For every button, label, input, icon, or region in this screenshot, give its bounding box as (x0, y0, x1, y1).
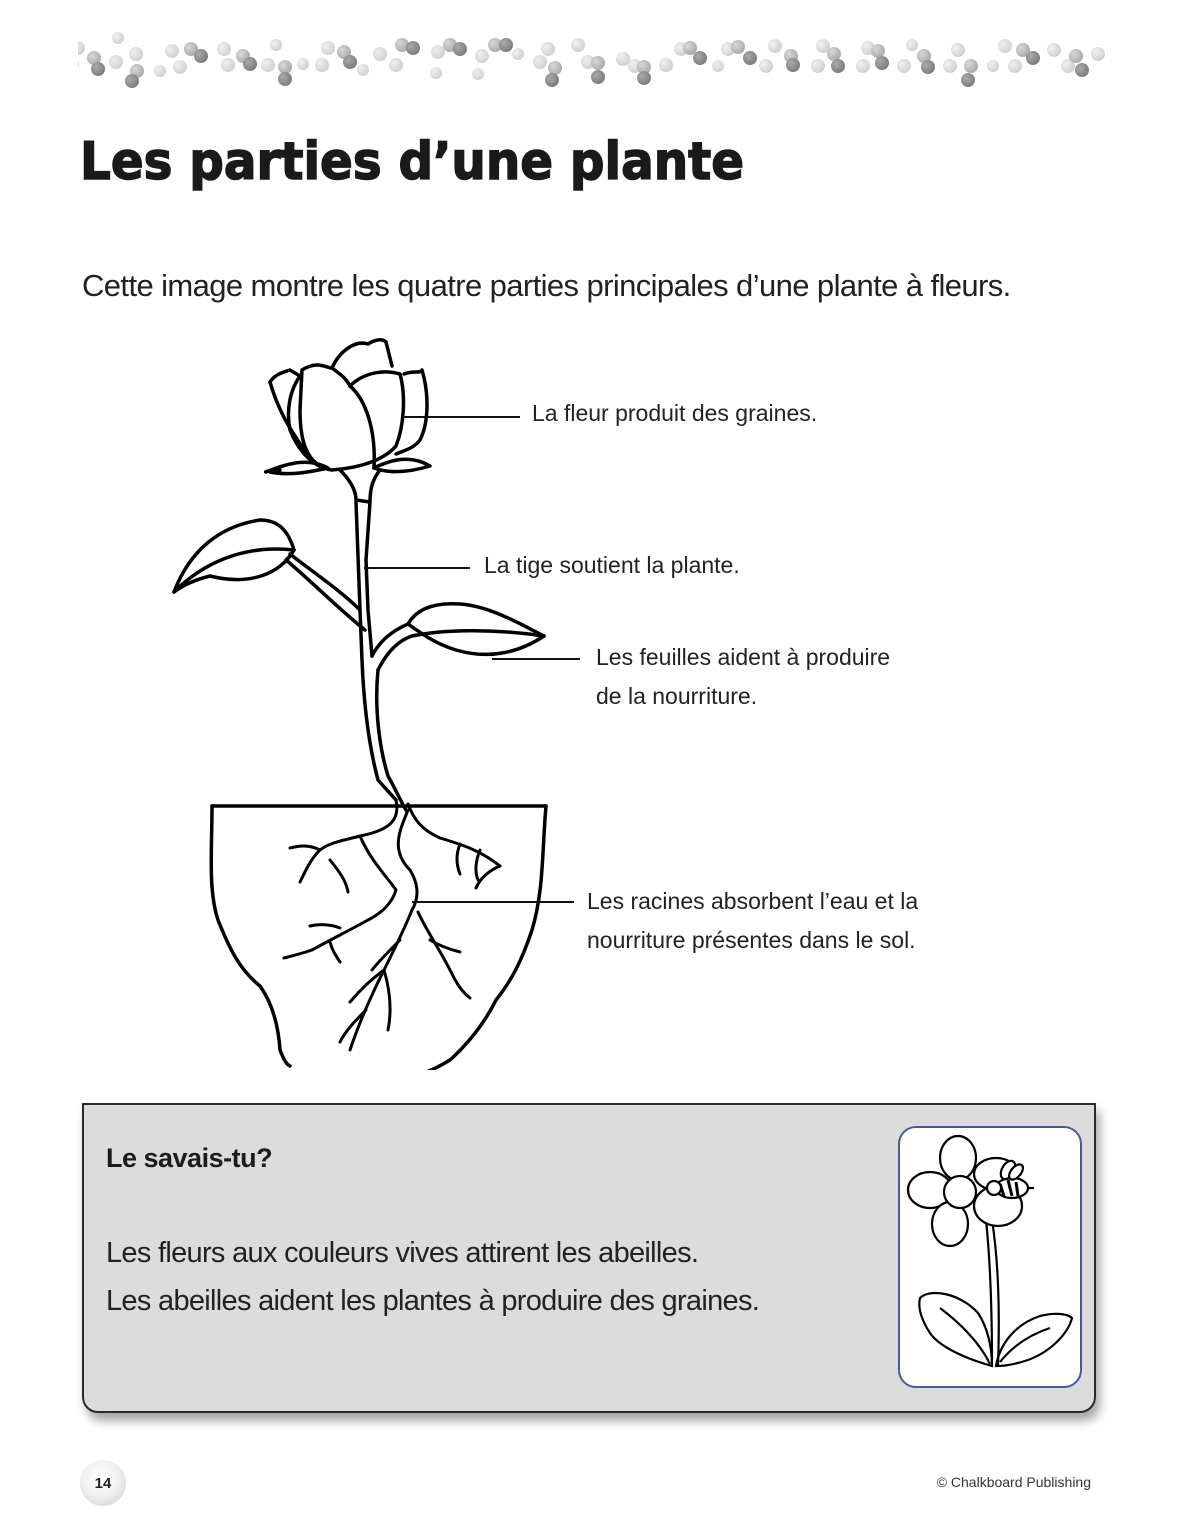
page-title: Les parties d’une plante (80, 132, 745, 192)
bead-border-decoration (78, 32, 1108, 90)
roots-illustration (284, 800, 500, 1050)
label-fleur: La fleur produit des graines. (532, 400, 818, 426)
flower-bee-icon (900, 1128, 1080, 1386)
intro-text: Cette image montre les quatre parties principales d’une plante à fleurs. (82, 268, 1011, 303)
label-racines-line1: Les racines absorbent l’eau et la (587, 888, 919, 914)
label-feuilles (596, 638, 890, 716)
soil-illustration (211, 806, 546, 1070)
fact-box (82, 1103, 1096, 1413)
leader-line-fleur (402, 416, 520, 418)
right-leaf-illustration (408, 604, 544, 655)
label-feuilles-line1: Les feuilles aident à produire (596, 644, 891, 670)
page-number: 14 (94, 1474, 112, 1492)
leader-line-racines (412, 901, 574, 903)
flower-bee-card (898, 1126, 1082, 1388)
leader-line-feuilles (492, 658, 580, 660)
label-racines-line2: nourriture présentes dans le sol. (587, 927, 916, 953)
left-leaf-illustration (174, 520, 294, 592)
copyright-text: © Chalkboard Publishing (936, 1474, 1091, 1490)
fact-line-1: Les fleurs aux couleurs vives attirent les abeilles. (106, 1237, 699, 1269)
leader-line-tige (364, 567, 470, 569)
label-feuilles-line2: de la nourriture. (596, 683, 758, 709)
flower-illustration (266, 340, 430, 502)
plant-diagram (160, 330, 580, 1070)
label-racines (587, 882, 918, 960)
label-tige: La tige soutient la plante. (484, 552, 740, 578)
fact-line-2: Les abeilles aident les plantes à produire des graines. (106, 1285, 760, 1317)
page-number-badge (80, 1460, 126, 1506)
fact-box-title: Le savais-tu? (106, 1143, 273, 1173)
stem-illustration (286, 502, 412, 810)
